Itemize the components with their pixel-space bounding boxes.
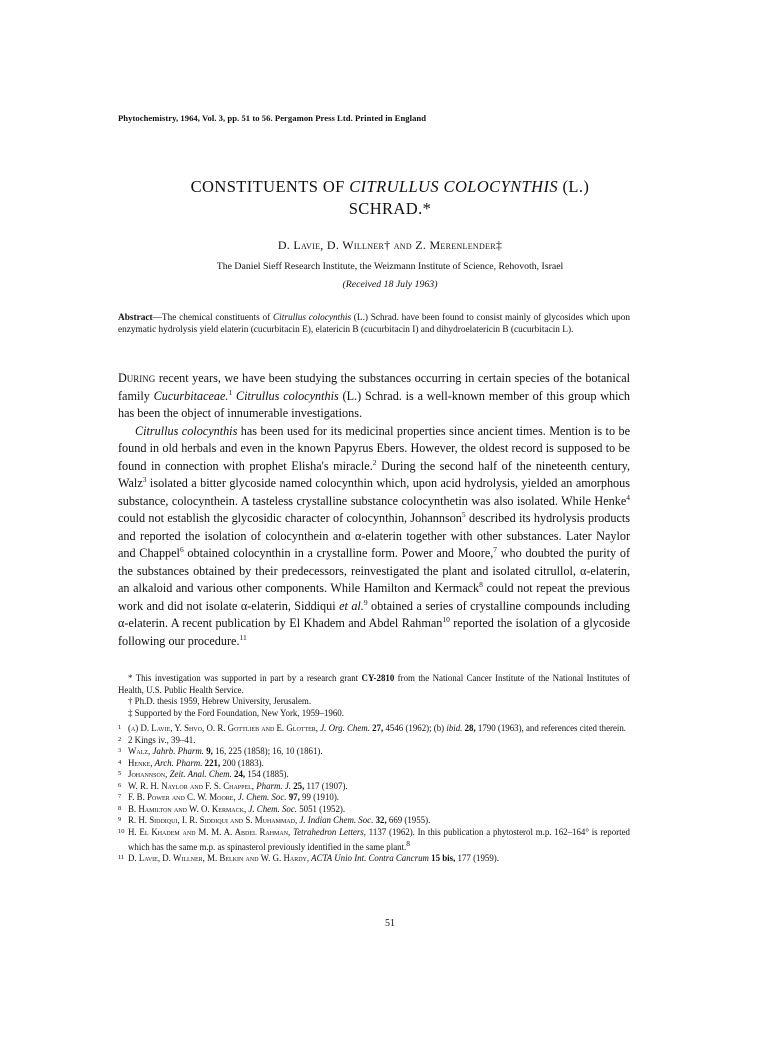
reference-journal: Zeit. Anal. Chem. [167, 769, 232, 779]
reference-journal-2: ibid. [444, 723, 463, 733]
footnote-ref-6: 6 [179, 544, 184, 554]
page-number: 51 [385, 918, 395, 929]
reference-number: 7 [118, 793, 122, 800]
article-title-line-2: SCHRAD.* [348, 199, 432, 218]
reference-item [118, 723, 630, 735]
footnote-ref-11: 11 [239, 632, 247, 642]
reference-volume: 24, [231, 769, 246, 779]
reference-authors: W. R. H. Naylor and F. S. Chappel, [128, 780, 255, 791]
reference-volume: 221, [202, 757, 221, 768]
reference-text: 2 Kings iv., 39–41. [128, 734, 196, 745]
footnote-star [118, 673, 630, 696]
footnote-ref-1: 1 [228, 387, 233, 397]
reference-volume: 27, [369, 723, 384, 733]
reference-number: 5 [118, 770, 122, 777]
reference-item [118, 853, 630, 865]
p2-text-a: has been used for its medicinal properties since ancient times. Mention is to be found in old herbals and even in the known Papyrus Ebers. However, the oldest record is supposed to be found in connection with prophet Elisha's miracle. [118, 423, 630, 473]
reference-number: 8 [118, 804, 122, 812]
reference-number: 6 [118, 781, 122, 789]
p2-text-i: obtained a series of crystalline compounds including α-elaterin. A recent publication by El Khadem and Abdel Rahman [118, 598, 630, 630]
reference-item [118, 746, 630, 758]
reference-authors: Walz, [128, 746, 151, 756]
reference-authors: Henke, [128, 757, 153, 768]
p2-text-g: who doubted the purity of the substances obtained by their predecessors, reinvestigated the plant and isolated citrullol, α-elaterin, an alkaloid and various other components. While Hamilton and Kermack [118, 546, 631, 595]
footnote-ref-2: 2 [372, 457, 377, 467]
reference-volume: 9, [204, 746, 213, 756]
reference-footnote-ref: 8 [406, 839, 410, 848]
p1-species: Citrullus colocynthis [236, 388, 339, 403]
reference-journal: Pharm. J. [254, 780, 291, 791]
reference-item [118, 758, 630, 770]
reference-journal: Arch. Pharm. [152, 757, 203, 768]
reference-volume: 25, [291, 780, 305, 791]
reference-text [128, 746, 630, 758]
reference-authors: R. H. Siddiqui, I. R. Siddiqui and S. Muhammad, [128, 815, 298, 825]
reference-text [128, 723, 630, 735]
reference-pages: 4546 (1962); (b) [383, 723, 445, 733]
p2-text-b: During the second half of the nineteenth century, Walz [118, 458, 630, 490]
reference-authors: D. Lavie, D. Willner, M. Belkin and W. G. Hardy, [128, 853, 310, 864]
reference-journal: J. Chem. Soc. [246, 803, 297, 814]
reference-number: 3 [118, 747, 122, 754]
reference-volume-2: 28, [462, 723, 476, 733]
footnote-ref-4: 4 [626, 492, 630, 502]
reference-authors: Johannson, [128, 769, 168, 779]
reference-list [118, 723, 630, 865]
reference-journal: Jahrb. Pharm. [150, 746, 205, 756]
reference-number: 2 [118, 735, 122, 743]
p1-text-c: (L.) Schrad. is a well-known member of this group which has been the object of innumerable investigations. [118, 388, 631, 420]
title-suffix: (L.) [558, 177, 590, 196]
reference-pages: 16, 225 (1858); 16, 10 (1861). [212, 746, 323, 756]
abstract-lead: Abstract [118, 313, 153, 323]
footnote-dagger: † Ph.D. thesis 1959, Hebrew University, Jerusalem. [128, 696, 312, 706]
affiliation: The Daniel Sieff Research Institute, the Weizmann Institute of Science, Rehovoth, Israel [216, 261, 564, 272]
abstract-species: Citrullus colocynthis [272, 313, 352, 323]
reference-authors: (a) D. Lavie, Y. Shvo, O. R. Gottlieb and E. Glotter, [128, 723, 318, 733]
footnote-star-text-b: from the National Cancer Institute of the National Institutes of Health, U.S. Public Health Service. [118, 673, 630, 695]
title-prefix: CONSTITUENTS OF [190, 177, 350, 196]
received-date-value: 18 July 1963 [381, 279, 435, 290]
p2-text-h: could not repeat the previous work and did not isolate α-elaterin, Siddiqui [118, 581, 631, 613]
title-footnotes [118, 673, 630, 719]
reference-pages: 99 (1910). [299, 792, 339, 802]
reference-text [128, 853, 630, 865]
footnote-star-text-a: * This investigation was supported in part by a research grant [128, 673, 362, 683]
reference-number: 4 [118, 758, 122, 766]
reference-authors: F. B. Power and C. W. Moore, [128, 792, 236, 802]
p1-lead: During [118, 371, 156, 385]
reference-text [128, 792, 630, 804]
p2-text-d: could not establish the glycosidic character of colocynthin, Johannson [118, 511, 462, 525]
footnote-ref-7: 7 [493, 544, 498, 554]
footnote-ref-9: 9 [363, 597, 368, 607]
received-paren-open: ( [342, 279, 346, 290]
p1-family: Cucurbitaceae. [153, 388, 229, 403]
grant-number: CY-2810 [361, 673, 395, 683]
reference-volume: 32, [373, 815, 387, 825]
reference-item [118, 792, 630, 804]
reference-pages: 669 (1955). [386, 815, 431, 825]
paragraph-2 [118, 423, 630, 651]
reference-pages: 200 (1883). [220, 757, 264, 768]
abstract-text-a: —The chemical constituents of [152, 313, 273, 323]
p2-species: Citrullus colocynthis [135, 423, 238, 438]
reference-pages: 177 (1959). [455, 853, 499, 864]
paragraph-1 [118, 370, 630, 423]
reference-item [118, 804, 630, 816]
reference-journal: Tetrahedron Letters, [290, 826, 366, 837]
reference-pages-2: 1790 (1963), and references cited therein. [475, 723, 627, 733]
received-date [150, 279, 630, 290]
reference-pages: 5051 (1952). [296, 803, 346, 814]
reference-text [128, 769, 630, 781]
p1-text-a: recent years, we have been studying the substances occurring in certain species of the botanical family [118, 371, 630, 403]
reference-authors: B. Hamilton and W. O. Kermack, [128, 803, 247, 814]
footnote-ref-5: 5 [461, 509, 466, 519]
article-title-line-1 [130, 177, 650, 197]
p2-text-j: reported the isolation of a glycoside following our procedure. [118, 616, 630, 648]
reference-text [128, 815, 630, 827]
reference-text [128, 758, 630, 770]
author-list: D. Lavie, D. Willner† and Z. Merenlender‡ [277, 238, 503, 252]
reference-pages: 1137 (1962). In this publication a phytosterol m.p. 162–164° is reported which has the same m.p. as spinasterol previously identified in the same plant. [128, 826, 630, 852]
reference-text [128, 781, 630, 793]
journal-header: Phytochemistry, 1964, Vol. 3, pp. 51 to 56. Pergamon Press Ltd. Printed in England [118, 113, 427, 123]
reference-number: 10 [118, 827, 125, 835]
received-paren-close: ) [434, 279, 438, 290]
title-species: CITRULLUS COLOCYNTHIS [349, 177, 558, 196]
reference-item [118, 815, 630, 827]
reference-volume: 97, [286, 792, 300, 802]
reference-authors: H. El Khadem and M. M. A. Abdel Rahman, [128, 826, 291, 837]
abstract [118, 312, 630, 337]
footnote-double-dagger: ‡ Supported by the Ford Foundation, New York, 1959–1960. [128, 707, 344, 718]
reference-volume: 15 bis, [428, 853, 456, 864]
reference-number: 9 [118, 816, 122, 823]
reference-item [118, 781, 630, 793]
abstract-text-b: (L.) Schrad. have been found to consist mainly of glycosides which upon enzymatic hydrolysis yield elaterin (cucurbitacin E), elatericin B (cucurbitacin I) and dihydroelatericin B (cucurbitacin L). [118, 313, 630, 336]
p2-et-al: et al. [339, 598, 364, 613]
reference-item [118, 735, 630, 747]
reference-journal: J. Org. Chem. [318, 723, 370, 733]
reference-text [128, 827, 630, 854]
footnote-ref-8: 8 [479, 579, 483, 589]
reference-journal: ACTA Unio Int. Contra Cancrum [309, 853, 429, 864]
received-label: Received [345, 279, 382, 290]
reference-number: 11 [118, 854, 125, 862]
p2-text-f: obtained colocynthin in a crystalline form. Power and Moore, [183, 546, 494, 560]
reference-item [118, 769, 630, 781]
p2-text-e: described its hydrolysis products and reported the isolation of colocynthein and α-elaterin together with other substances. Later Naylor and Chappel [118, 511, 630, 560]
reference-item [118, 827, 630, 854]
reference-number: 1 [118, 724, 122, 731]
footnote-ref-3: 3 [142, 474, 147, 484]
reference-journal: J. Indian Chem. Soc. [297, 815, 374, 825]
reference-pages: 117 (1907). [304, 780, 348, 791]
footnote-ref-10: 10 [442, 614, 450, 624]
reference-journal: J. Chem. Soc. [235, 792, 287, 802]
reference-text [128, 804, 630, 816]
p2-text-c: isolated a bitter glycoside named colocynthin which, upon acid hydrolysis, yielded an amorphous substance, colocynthein. A tasteless crystalline substance colocynthetin was also isolated. While Henke [118, 476, 630, 508]
reference-pages: 154 (1885). [245, 769, 289, 779]
body-text [118, 370, 630, 650]
